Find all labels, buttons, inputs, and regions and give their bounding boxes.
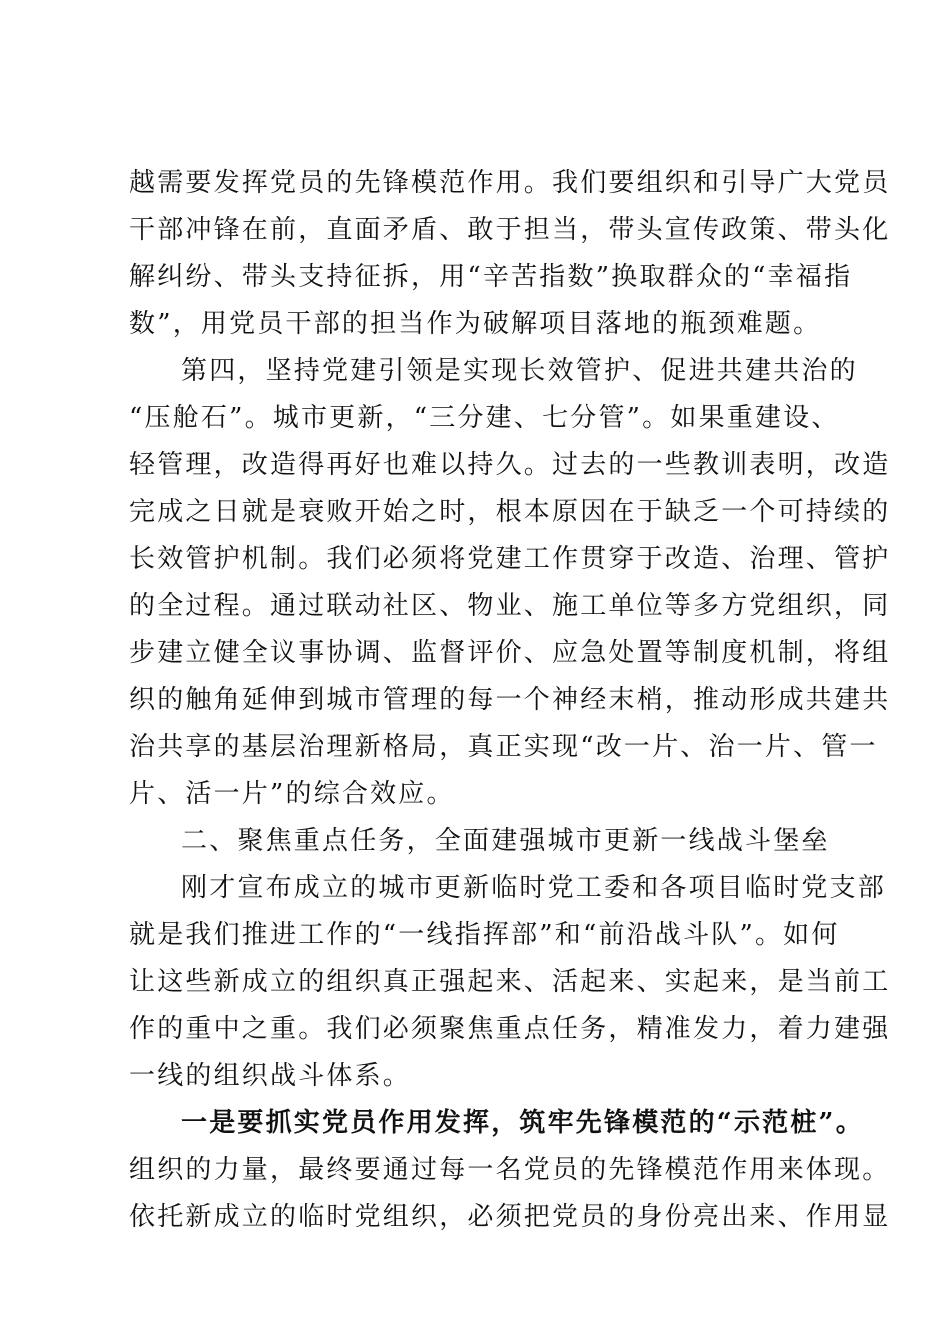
text-line: 一线的组织战斗体系。 <box>129 1061 412 1091</box>
text-line: 织的触角延伸到城市管理的每一个神经末梢，推动形成共建共 <box>129 685 891 715</box>
text-line: 干部冲锋在前，直面矛盾、敢于担当，带头宣传政策、带头化 <box>129 215 891 245</box>
text-line: 就是我们推进工作的“一线指挥部”和“前沿战斗队”。如何 <box>129 920 840 950</box>
text-line: 依托新成立的临时党组织，必须把党员的身份亮出来、作用显 <box>129 1202 891 1232</box>
text-line: 长效管护机制。我们必须将党建工作贯穿于改造、治理、管护 <box>129 544 891 574</box>
text-line: 治共享的基层治理新格局，真正实现“改一片、治一片、管一 <box>129 732 878 762</box>
text-line: “压舱石”。城市更新，“三分建、七分管”。如果重建设、 <box>129 403 840 433</box>
text-line: 组织的力量，最终要通过每一名党员的先锋模范作用来体现。 <box>129 1155 891 1185</box>
text-line: 越需要发挥党员的先锋模范作用。我们要组织和引导广大党员 <box>129 168 891 198</box>
text-line: 完成之日就是衰败开始之时，根本原因在于缺乏一个可持续的 <box>129 497 891 527</box>
paragraph-heading-line: 第四，坚持党建引领是实现长效管护、促进共建共治的 <box>181 356 858 386</box>
paragraph-first-line: 刚才宣布成立的城市更新临时党工委和各项目临时党支部 <box>181 873 887 903</box>
body-text <box>129 160 891 1241</box>
section-heading: 二、聚焦重点任务，全面建强城市更新一线战斗堡垒 <box>181 826 830 856</box>
text-line: 解纠纷、带头支持征拆，用“辛苦指数”换取群众的“幸福指 <box>129 262 853 292</box>
text-line: 让这些新成立的组织真正强起来、活起来、实起来，是当前工 <box>129 967 891 997</box>
text-line: 轻管理，改造得再好也难以持久。过去的一些教训表明，改造 <box>129 450 891 480</box>
text-line: 作的重中之重。我们必须聚焦重点任务，精准发力，着力建强 <box>129 1014 891 1044</box>
text-line: 的全过程。通过联动社区、物业、施工单位等多方党组织，同 <box>129 591 891 621</box>
text-line: 步建立健全议事协调、监督评价、应急处置等制度机制，将组 <box>129 638 891 668</box>
bold-subheading: 一是要抓实党员作用发挥，筑牢先锋模范的“示范桩”。 <box>181 1108 864 1138</box>
text-line: 片、活一片”的综合效应。 <box>129 779 455 809</box>
text-line: 数”，用党员干部的担当作为破解项目落地的瓶颈难题。 <box>129 309 822 339</box>
